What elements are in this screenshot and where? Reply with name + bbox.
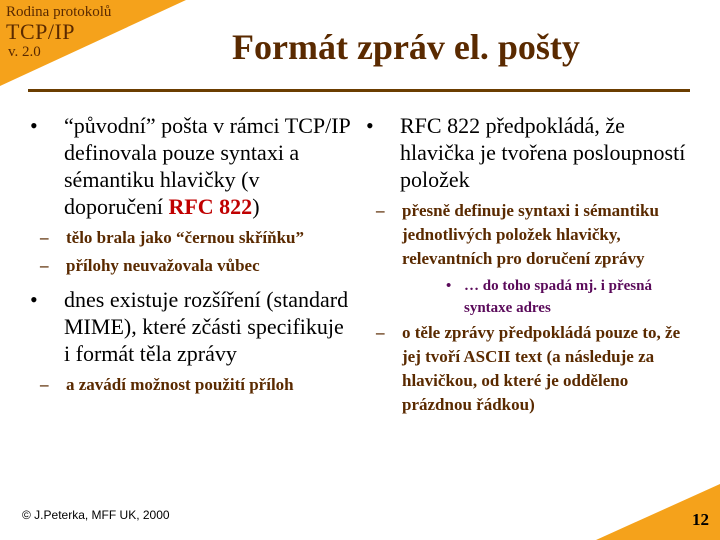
- series-title: Rodina protokolů: [6, 4, 112, 20]
- sub-sub-bullet-address-syntax: [366, 275, 694, 319]
- bullet-rfc822-header: [366, 112, 694, 193]
- sub-bullet-text: o těle zprávy předpokládá pouze to, že jej tvoří ASCII text (a následuje za hlavičkou, od které je odděleno prázdnou řádkou): [402, 323, 681, 414]
- sub-bullet-attachments: [30, 373, 352, 397]
- bullet-mime-extension: [30, 286, 352, 367]
- sub-bullet-body-blackbox: [30, 226, 352, 250]
- sub-bullet-text: přílohy neuvažovala vůbec: [66, 256, 260, 275]
- sub-list: [30, 226, 352, 278]
- bullet-text: “původní” pošta v rámci TCP/IP definovala pouze syntaxi a sémantiku hlavičky (v doporučení: [64, 113, 350, 219]
- sub-bullet-header-syntax: [366, 199, 694, 271]
- dash-marker: –: [40, 256, 49, 275]
- sub-bullet-text: tělo brala jako “černou skříňku”: [66, 228, 305, 247]
- title-divider: [28, 89, 690, 92]
- series-protocol: TCP/IP: [6, 19, 76, 44]
- left-column: [30, 112, 352, 405]
- dash-marker: –: [376, 201, 385, 220]
- bullet-marker: •: [366, 113, 374, 138]
- right-column: [366, 112, 694, 425]
- dash-marker: –: [40, 228, 49, 247]
- series-version: v. 2.0: [8, 44, 41, 60]
- bullet-text-close: ): [252, 194, 260, 219]
- sub-list: [366, 199, 694, 417]
- page-number: 12: [692, 510, 709, 529]
- sub-bullet-attachments-ignored: [30, 254, 352, 278]
- sub-sub-bullet-text: … do toho spadá mj. i přesná syntaxe adres: [464, 278, 652, 316]
- sub-bullet-text: přesně definuje syntaxi i sémantiku jednotlivých položek hlavičky, relevantních pro doručení zprávy: [402, 201, 659, 268]
- small-bullet-marker: •: [446, 278, 452, 294]
- copyright-footer: © J.Peterka, MFF UK, 2000: [22, 508, 170, 522]
- dash-marker: –: [376, 323, 385, 342]
- sub-bullet-text: a zavádí možnost použití příloh: [66, 375, 294, 394]
- bullet-marker: •: [30, 113, 38, 138]
- bullet-text: RFC 822 předpokládá, že hlavička je tvořena posloupností položek: [400, 113, 686, 192]
- bullet-text: dnes existuje rozšíření (standard MIME), které zčásti specifikuje i formát těla zprávy: [64, 287, 349, 366]
- slide-title: Formát zpráv el. pošty: [232, 27, 580, 67]
- rfc-822-highlight: RFC 822: [168, 194, 253, 219]
- sub-bullet-body-ascii: [366, 321, 694, 417]
- bullet-marker: •: [30, 287, 38, 312]
- sub-list: [30, 373, 352, 397]
- bullet-original-mail: [30, 112, 352, 220]
- dash-marker: –: [40, 375, 49, 394]
